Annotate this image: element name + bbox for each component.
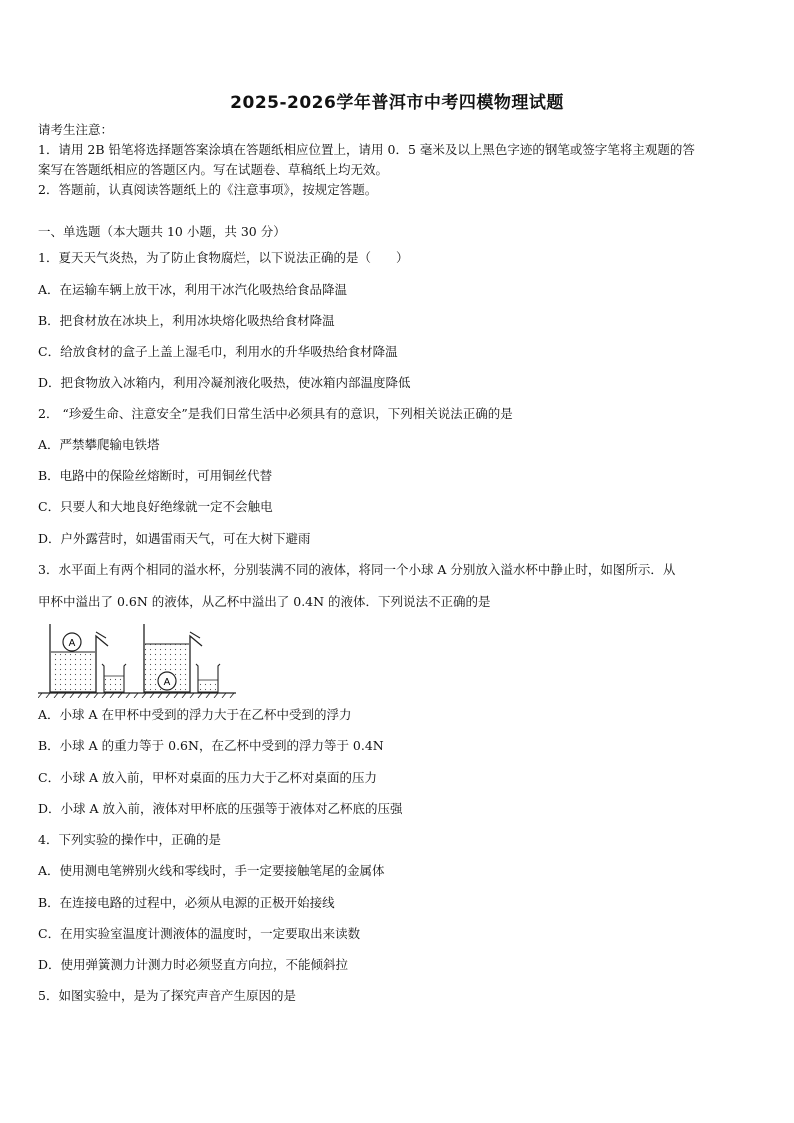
q4-option-c: C．在用实验室温度计测液体的温度时，一定要取出来读数	[38, 926, 361, 941]
overflow-cups-figure	[38, 622, 238, 698]
q1-option-b: B．把食材放在冰块上，利用冰块熔化吸热给食材降温	[38, 313, 335, 328]
page-title: 2025-2026学年普洱市中考四模物理试题	[230, 93, 564, 113]
q2-option-d: D．户外露营时，如遇雷雨天气，可在大树下避雨	[38, 531, 311, 546]
q4-option-b: B．在连接电路的过程中，必须从电源的正极开始接线	[38, 895, 335, 910]
q4-option-a: A．使用测电笔辨别火线和零线时，手一定要接触笔尾的金属体	[38, 863, 385, 878]
overflow-cup-jia	[50, 624, 108, 692]
q2-option-c: C．只要人和大地良好绝缘就一定不会触电	[38, 499, 273, 514]
collecting-beaker-yi	[196, 664, 220, 692]
notice-heading: 请考生注意：	[38, 122, 114, 137]
q2-option-a: A．严禁攀爬输电铁塔	[38, 437, 160, 452]
q3-stem-line-1: 3．水平面上有两个相同的溢水杯，分别装满不同的液体，将同一个小球 A 分别放入溢水杯中静止时，如图所示．从	[38, 562, 676, 577]
q2-stem: 2． “珍爱生命、注意安全”是我们日常生活中必须具有的意识，下列相关说法正确的是	[38, 406, 513, 421]
q1-option-a: A．在运输车辆上放干冰，利用干冰汽化吸热给食品降温	[38, 282, 348, 297]
q4-option-d: D．使用弹簧测力计测力时必须竖直方向拉，不能倾斜拉	[38, 957, 349, 972]
notice-item-2: 2．答题前，认真阅读答题纸上的《注意事项》，按规定答题。	[38, 182, 378, 197]
q3-option-c: C．小球 A 放入前，甲杯对桌面的压力大于乙杯对桌面的压力	[38, 770, 378, 785]
ball-a-label-yi: A	[163, 677, 171, 688]
q3-option-d: D．小球 A 放入前，液体对甲杯底的压强等于液体对乙杯底的压强	[38, 801, 403, 816]
q3-option-a: A．小球 A 在甲杯中受到的浮力大于在乙杯中受到的浮力	[38, 707, 352, 722]
ball-a-in-cup-jia	[63, 633, 81, 651]
q3-option-b: B．小球 A 的重力等于 0.6N，在乙杯中受到的浮力等于 0.4N	[38, 738, 384, 753]
ball-a-label-jia: A	[68, 638, 76, 649]
notice-item-1-line-1: 1．请用 2B 铅笔将选择题答案涂填在答题纸相应位置上，请用 0．5 毫米及以上黑色字迹的钢笔或签字笔将主观题的答	[38, 142, 695, 157]
q1-option-c: C．给放食材的盒子上盖上湿毛巾，利用水的升华吸热给食材降温	[38, 344, 398, 359]
q3-stem-line-2: 甲杯中溢出了 0.6N 的液体，从乙杯中溢出了 0.4N 的液体．下列说法不正确的是	[38, 594, 491, 609]
table-hatch	[38, 693, 234, 698]
ball-a-in-cup-yi	[158, 672, 176, 690]
q4-stem: 4．下列实验的操作中，正确的是	[38, 832, 221, 847]
q1-option-d: D．把食物放入冰箱内，利用冷凝剂液化吸热，使冰箱内部温度降低	[38, 375, 411, 390]
q1-stem: 1．夏天天气炎热，为了防止食物腐烂，以下说法正确的是（ ）	[38, 250, 409, 265]
section-heading: 一、单选题（本大题共 10 小题，共 30 分）	[38, 224, 286, 239]
q5-stem: 5．如图实验中，是为了探究声音产生原因的是	[38, 988, 296, 1003]
notice-item-1-line-2: 案写在答题纸相应的答题区内。写在试题卷、草稿纸上均无效。	[38, 162, 389, 177]
q2-option-b: B．电路中的保险丝熔断时，可用铜丝代替	[38, 468, 273, 483]
collecting-beaker-jia	[102, 664, 126, 692]
